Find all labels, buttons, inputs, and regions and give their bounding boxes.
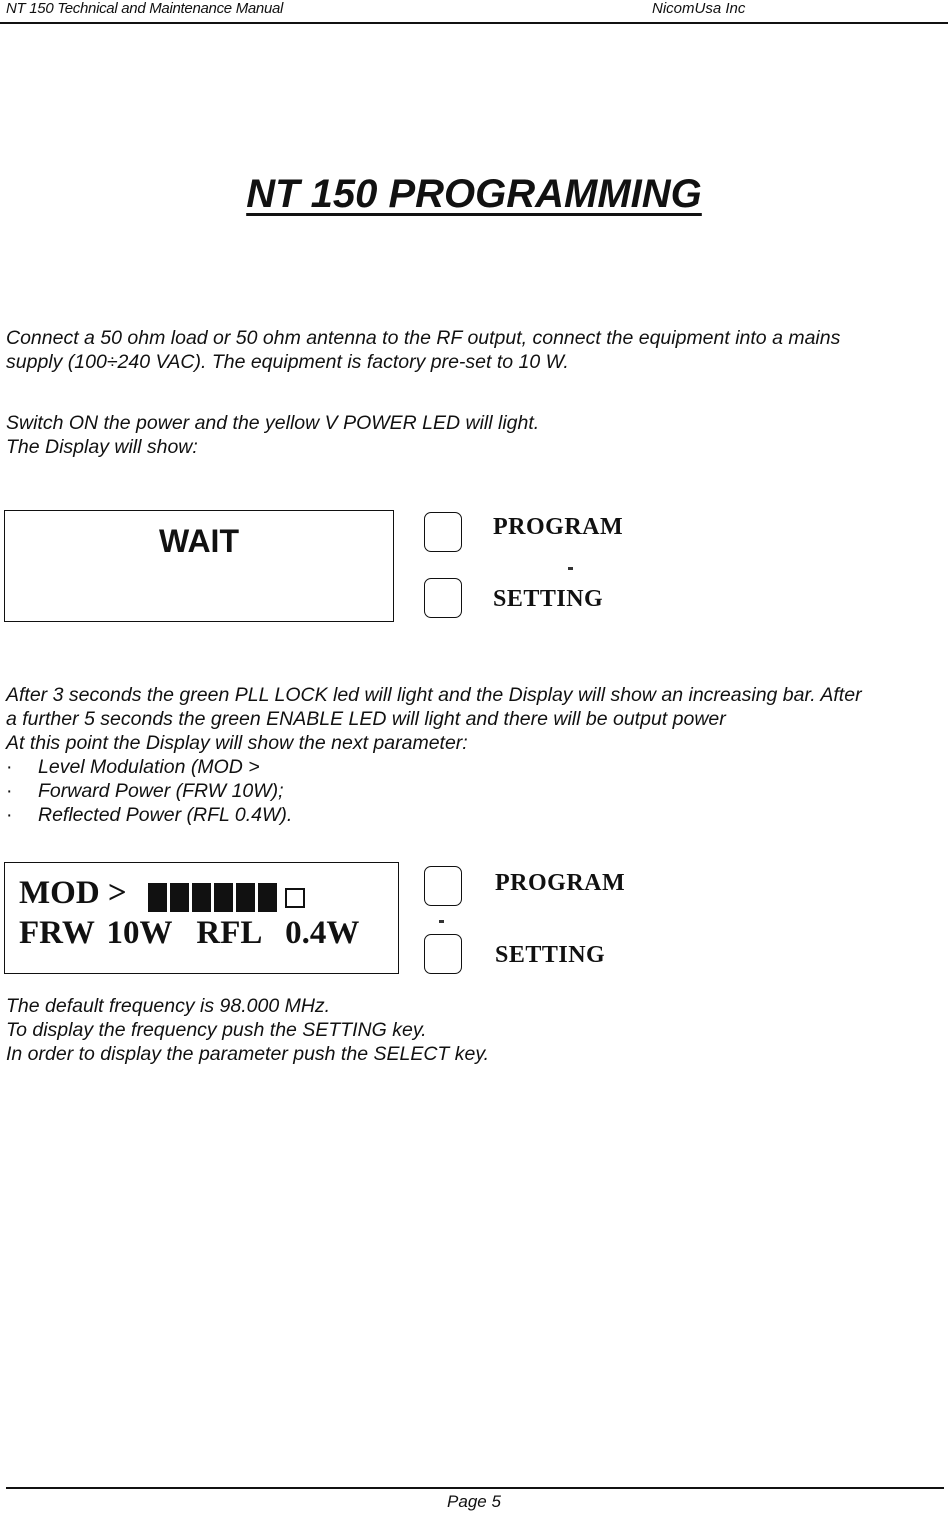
lcd-wait-text: WAIT [159, 523, 239, 559]
power-paragraph [6, 411, 944, 459]
list-item: · Level Modulation (MOD > [6, 755, 944, 779]
footer-divider [6, 1487, 944, 1489]
separator-dot [568, 567, 573, 570]
startup-line: After 3 seconds the green PLL LOCK led will light and the Display will show an increasing bar. After [6, 684, 862, 706]
lcd-display-wait [4, 510, 394, 622]
intro-paragraph [6, 326, 944, 374]
setting-key-label: SETTING [495, 942, 606, 968]
header-company: NicomUsa Inc [652, 0, 746, 17]
setting-key-label: SETTING [493, 586, 604, 612]
power-line: Switch ON the power and the yellow V POWER LED will light. [6, 412, 540, 434]
lcd-power-readout: FRW 10W RFL 0.4W [19, 915, 360, 951]
frequency-line: The default frequency is 98.000 MHz. [6, 995, 331, 1017]
page-number: Page 5 [447, 1492, 501, 1511]
list-item: · Reflected Power (RFL 0.4W). [6, 803, 944, 827]
bar-segment-filled [258, 883, 277, 912]
program-key[interactable] [424, 866, 462, 906]
lcd-mod-label: MOD > [19, 875, 127, 911]
setting-key[interactable] [424, 578, 462, 618]
setting-key[interactable] [424, 934, 462, 974]
frequency-line: In order to display the parameter push the SELECT key. [6, 1043, 490, 1065]
program-key-label: PROGRAM [493, 514, 624, 540]
bar-segment-filled [170, 883, 189, 912]
bar-segment-filled [192, 883, 211, 912]
lcd-display-parameters [4, 862, 399, 974]
frequency-paragraph [6, 994, 944, 1066]
header-manual-title: NT 150 Technical and Maintenance Manual [6, 0, 284, 17]
program-key[interactable] [424, 512, 462, 552]
list-item: · Forward Power (FRW 10W); [6, 779, 944, 803]
display-intro-line: The Display will show: [6, 436, 198, 458]
frequency-line: To display the frequency push the SETTING key. [6, 1019, 427, 1041]
bar-segment-filled [236, 883, 255, 912]
bar-segment-filled [148, 883, 167, 912]
startup-line: At this point the Display will show the next parameter: [6, 732, 468, 754]
startup-line: a further 5 seconds the green ENABLE LED will light and there will be output power [6, 708, 726, 730]
separator-dot [439, 920, 444, 923]
bar-segment-empty [285, 888, 305, 908]
parameter-list [6, 755, 944, 827]
modulation-bar [148, 883, 305, 912]
intro-line: supply (100÷240 VAC). The equipment is factory pre-set to 10 W. [6, 351, 569, 373]
intro-line: Connect a 50 ohm load or 50 ohm antenna to the RF output, connect the equipment into a mains [6, 327, 841, 349]
startup-paragraph [6, 683, 944, 827]
program-key-label: PROGRAM [495, 870, 626, 896]
bar-segment-filled [214, 883, 233, 912]
page-title: NT 150 PROGRAMMING [246, 172, 702, 216]
